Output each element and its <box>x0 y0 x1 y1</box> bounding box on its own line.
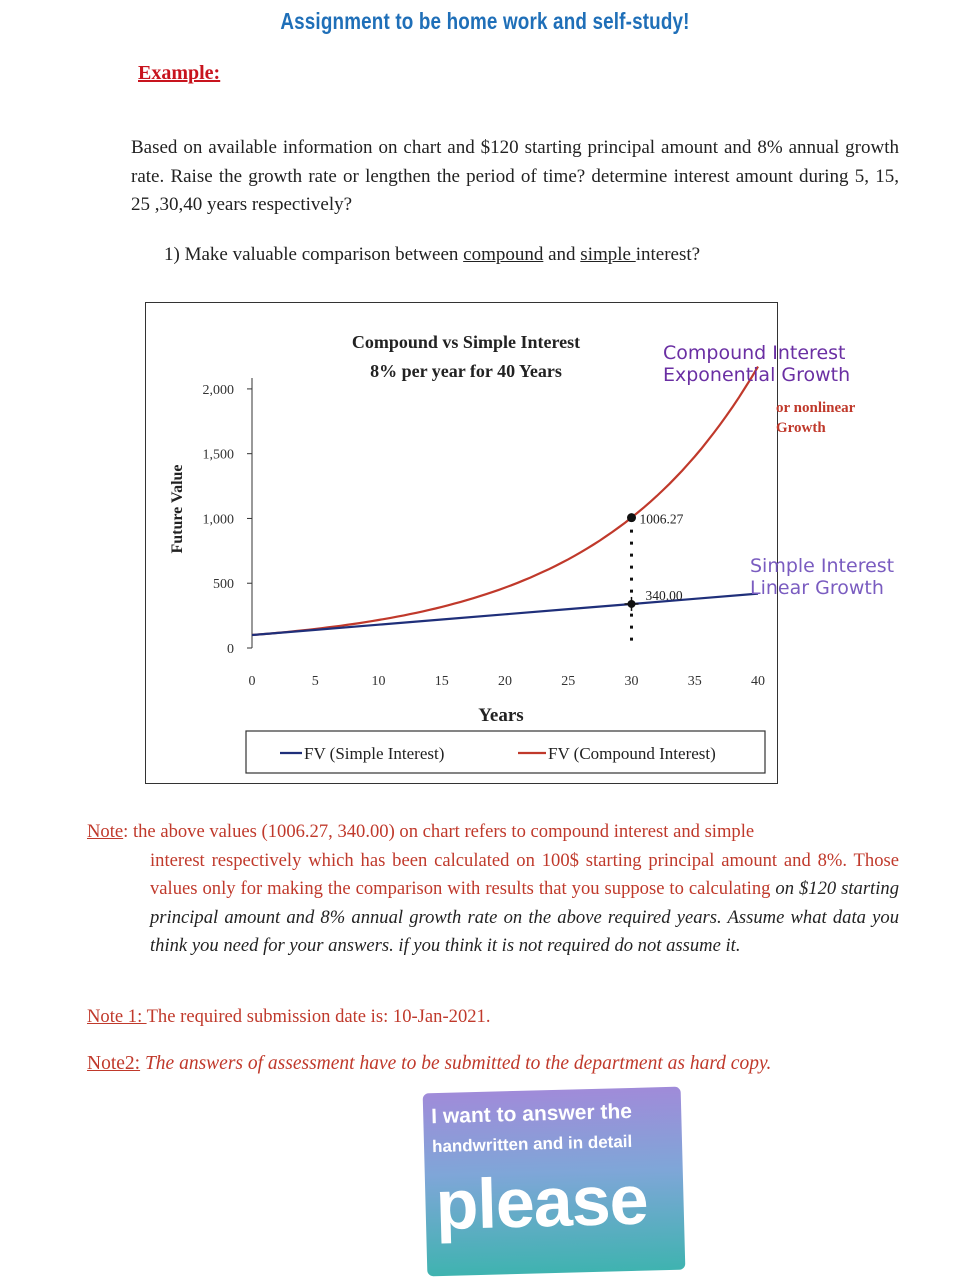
annotation-simple-title: Simple Interest <box>750 555 895 577</box>
note-line1: : the above values (1006.27, 340.00) on chart refers to compound interest and simple <box>123 821 755 842</box>
legend-label-compound: FV (Compound Interest) <box>548 744 716 763</box>
note-1-text: The required submission date is: 10-Jan-2021. <box>146 1006 491 1027</box>
annotation-compound-title: Compound Interest <box>663 342 846 364</box>
chart-title: Compound vs Simple Interest <box>351 332 581 352</box>
note-1-label: Note 1: <box>87 1006 147 1027</box>
question-prefix: 1) Make valuable comparison between <box>164 244 464 265</box>
x-tick-label: 35 <box>687 674 702 689</box>
note-on-word: on <box>775 878 794 899</box>
x-tick-label: 10 <box>371 674 386 689</box>
annotation-nonlinear-2: Growth <box>776 420 826 436</box>
question-mid: and <box>543 244 581 265</box>
annotation-compound-sub: Exponential Growth <box>663 364 851 386</box>
x-tick-label: 5 <box>311 674 319 689</box>
note-first-line <box>87 818 899 847</box>
x-tick-label: 20 <box>498 674 512 689</box>
note-2-label: Note2: <box>87 1053 141 1074</box>
note-block <box>87 818 899 961</box>
note-line2: interest respectively which has been calculated on 100$ starting principal amount and 8%. Those values only for making the comparison with results that you suppose to calculating <box>150 849 899 899</box>
x-tick-label: 0 <box>248 674 256 689</box>
compound-value-label: 1006.27 <box>639 511 684 527</box>
legend-label-simple: FV (Simple Interest) <box>304 744 445 763</box>
y-tick-label: 1,000 <box>202 512 234 528</box>
note-1 <box>87 1006 491 1028</box>
y-tick-label: 2,000 <box>202 382 234 398</box>
sticker-line-3: please <box>434 1160 649 1245</box>
question-word-simple: simple <box>580 244 636 265</box>
note-2 <box>87 1053 771 1075</box>
question-suffix: interest? <box>635 244 701 265</box>
y-tick-label: 0 <box>227 642 234 657</box>
y-axis-label: Future Value <box>169 464 186 554</box>
x-tick-label: 15 <box>434 674 449 689</box>
annotation-nonlinear-1: or nonlinear <box>776 400 856 416</box>
y-tick-label: 500 <box>213 577 234 593</box>
y-tick-label: 1,500 <box>202 447 234 463</box>
chart-container <box>145 302 895 784</box>
sticker-line-1: I want to answer the <box>430 1099 633 1129</box>
example-label: Example: <box>138 62 221 84</box>
note-line3: $120 starting principal amount and 8% annual growth rate on the above required years. Assume what data you think you need for your answers. if you think it is not required do not assume it. <box>150 878 899 956</box>
x-tick-label: 30 <box>624 674 639 689</box>
x-tick-label: 40 <box>751 674 765 689</box>
interest-chart <box>146 303 895 782</box>
note-body <box>87 847 899 961</box>
request-sticker <box>423 1087 686 1277</box>
question-1 <box>164 244 700 266</box>
x-axis-label: Years <box>478 705 524 726</box>
simple-value-label: 340.00 <box>645 587 683 603</box>
annotation-simple-sub: Linear Growth <box>750 577 884 599</box>
x-tick-label: 25 <box>561 674 576 689</box>
compound-point-year-30 <box>627 513 636 522</box>
question-word-compound: compound <box>463 244 544 265</box>
chart-subtitle: 8% per year for 40 Years <box>370 361 562 381</box>
note-label: Note <box>87 821 124 842</box>
note-2-text: The answers of assessment have to be submitted to the department as hard copy. <box>140 1053 772 1074</box>
problem-paragraph: Based on available information on chart and $120 starting principal amount and 8% annual growth rate. Raise the growth rate or lengthen the period of time? determine interest amount during 5, 15, 25 ,30,40 years respectively? <box>131 137 899 215</box>
page-title: Assignment to be home work and self-study! <box>280 8 690 34</box>
sticker-line-2: handwritten and in detail <box>431 1131 633 1157</box>
